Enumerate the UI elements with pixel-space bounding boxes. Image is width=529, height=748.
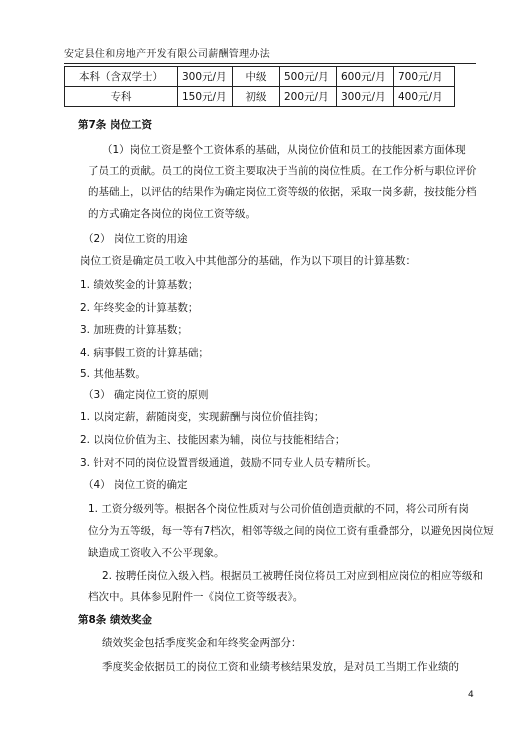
table-cell: 300元/月	[337, 87, 394, 107]
paragraph-line: 1. 工资分级列等。根据各个岗位性质对与公司价值创造贡献的不同，将公司所有岗	[88, 503, 469, 515]
paragraph-line: 档次中。具体参见附件一《岗位工资等级表》。	[88, 591, 304, 603]
list-item: 1. 以岗定薪，薪随岗变，实现薪酬与岗位价值挂钩；	[80, 411, 325, 423]
paragraph-line: 季度奖金依据员工的岗位工资和业绩考核结果发放，是对员工当期工作业绩的	[102, 661, 459, 673]
table-cell: 150元/月	[178, 87, 233, 107]
paragraph-line: 绩效奖金包括季度奖金和年终奖金两部分：	[102, 637, 302, 649]
page-number: 4	[468, 690, 474, 700]
list-item: 5. 其他基数。	[80, 368, 146, 380]
table-row	[65, 67, 455, 87]
table-cell: 专科	[65, 87, 178, 107]
table-cell: 700元/月	[394, 67, 455, 87]
table-cell: 400元/月	[394, 87, 455, 107]
paragraph-line: 的基础上，以评估的结果作为确定岗位工资等级的依据，采取一岗多薪，按技能分档	[88, 186, 477, 198]
paragraph-line: 了员工的贡献。员工的岗位工资主要取决于当前的岗位性质。在工作分析与职位评价	[88, 165, 477, 177]
list-item: 2. 年终奖金的计算基数；	[80, 302, 199, 314]
paragraph-line: 岗位工资是确定员工收入中其他部分的基础，作为以下项目的计算基数：	[80, 255, 416, 267]
article-7-heading: 第7条 岗位工资	[78, 119, 152, 131]
table-cell: 中级	[233, 67, 280, 87]
list-item: 3. 针对不同的岗位设置晋级通道，鼓励不同专业人员专精所长。	[80, 457, 377, 469]
list-item: 1. 绩效奖金的计算基数；	[80, 279, 199, 291]
header-divider	[64, 63, 476, 64]
section-4-heading: （4） 岗位工资的确定	[83, 479, 188, 491]
table-row	[65, 87, 455, 107]
list-item: 2. 以岗位价值为主、技能因素为辅，岗位与技能相结合；	[80, 434, 346, 446]
table-cell: 初级	[233, 87, 280, 107]
list-item: 4. 病事假工资的计算基础；	[80, 347, 209, 359]
paragraph-line: 的方式确定各岗位的岗位工资等级。	[88, 208, 256, 220]
list-item: 3. 加班费的计算基数；	[80, 324, 188, 336]
section-3-heading: （3） 确定岗位工资的原则	[83, 389, 209, 401]
section-2-heading: （2） 岗位工资的用途	[83, 233, 188, 245]
paragraph-line: （1）岗位工资是整个工资体系的基础，从岗位价值和员工的技能因素方面体现	[102, 144, 466, 156]
table-cell: 本科（含双学士）	[65, 67, 178, 87]
paragraph-line: 2. 按聘任岗位入级入档。根据员工被聘任岗位将员工对应到相应岗位的相应等级和	[102, 570, 483, 582]
article-8-heading: 第8条 绩效奖金	[78, 614, 152, 626]
paragraph-line: 缺造成工资收入不公平现象。	[88, 547, 225, 559]
table-cell: 300元/月	[178, 67, 233, 87]
paragraph-line: 位分为五等级，每一等有7档次，相邻等级之间的岗位工资有重叠部分，以避免因岗位短	[88, 525, 494, 537]
table-cell: 600元/月	[337, 67, 394, 87]
table-cell: 500元/月	[280, 67, 337, 87]
page-header: 安定县住和房地产开发有限公司薪酬管理办法	[64, 49, 270, 60]
salary-table	[64, 66, 455, 107]
table-cell: 200元/月	[280, 87, 337, 107]
